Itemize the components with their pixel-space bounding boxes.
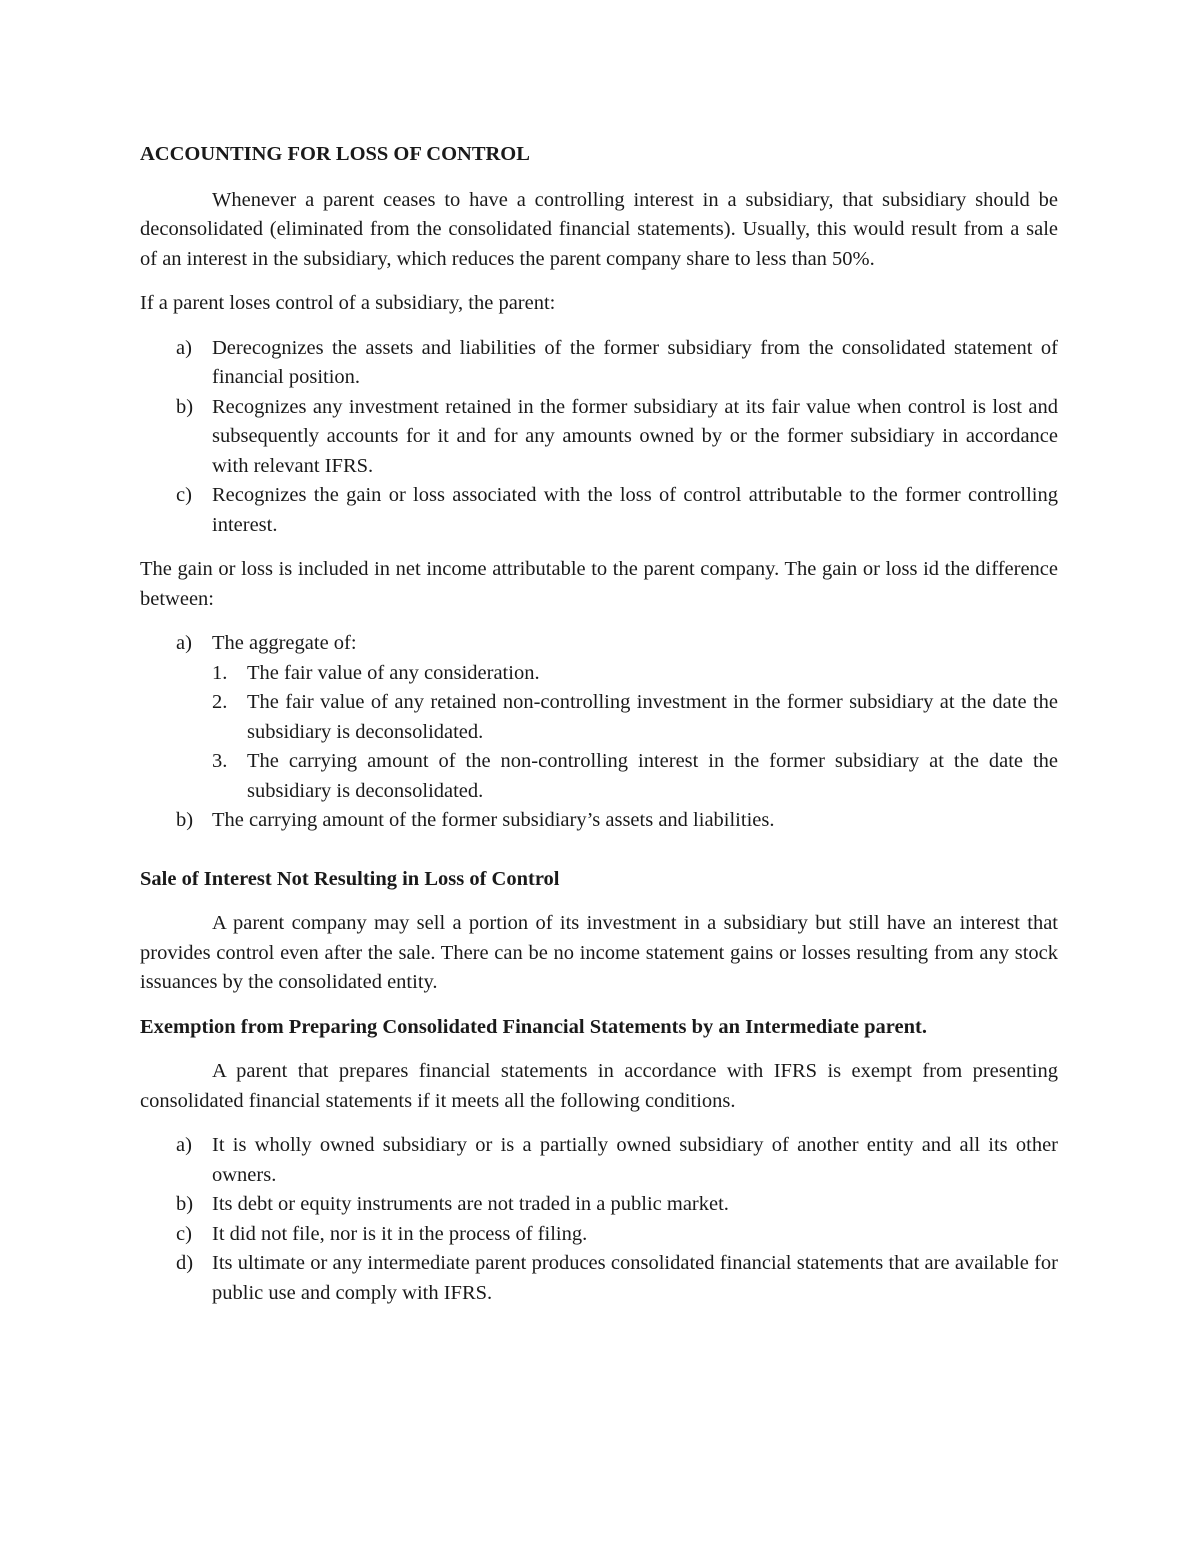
section-heading-exemption: Exemption from Preparing Consolidated Financial Statements by an Intermediate parent. [140, 1015, 927, 1038]
list-item [140, 1131, 1058, 1190]
list-item [140, 1249, 1058, 1308]
sublist-item [212, 659, 1058, 689]
sale-of-interest-paragraph: A parent company may sell a portion of its investment in a subsidiary but still have an interest that provides control even after the sale. There can be no income statement gains or losses resulting from any stock issuances by the consolidated entity. [140, 912, 1058, 993]
exemption-conditions-list [140, 1131, 1058, 1308]
list-marker: a) [176, 632, 192, 654]
document-page [140, 140, 1058, 1323]
list-marker: c) [176, 1222, 192, 1245]
list-marker: b) [176, 395, 194, 418]
sublist-item-text: The fair value of any consideration. [247, 661, 540, 684]
list-marker: c) [176, 484, 192, 506]
sublist-item-text: The fair value of any retained non-controlling investment in the former subsidiary at the date the subsidiary is deconsolidated. [247, 691, 1058, 743]
parent-actions-list [140, 334, 1058, 541]
sublist-item [212, 688, 1058, 747]
list-marker: b) [176, 1193, 194, 1215]
list-item [140, 806, 1058, 836]
list-item [140, 1190, 1058, 1220]
gain-loss-paragraph: The gain or loss is included in net income attributable to the parent company. The gain or loss id the difference between: [140, 558, 1058, 610]
list-item [140, 334, 1058, 393]
list-item-text: Recognizes the gain or loss associated with the loss of control attributable to the former controlling interest. [212, 484, 1058, 536]
list-item-text: Its debt or equity instruments are not traded in a public market. [212, 1193, 729, 1215]
list-item [140, 629, 1058, 806]
intro-paragraph: Whenever a parent ceases to have a controlling interest in a subsidiary, that subsidiary should be deconsolidated (eliminated from the consolidated financial statements). Usually, this would result from a sale of an interest in the subsidiary, which reduces the parent company share to less than 50%. [140, 188, 1058, 270]
list-marker: d) [176, 1252, 194, 1274]
exemption-paragraph: A parent that prepares financial statements in accordance with IFRS is exempt from presenting consolidated financial statements if it meets all the following conditions. [140, 1060, 1058, 1112]
sublist-item-text: The carrying amount of the non-controlling interest in the former subsidiary at the date the subsidiary is deconsolidated. [247, 750, 1058, 802]
list-marker: a) [176, 336, 192, 359]
list-item-text: It did not file, nor is it in the process of filing. [212, 1222, 588, 1245]
sublist-marker: 1. [212, 661, 228, 684]
sublist-item [212, 747, 1058, 806]
list-item-text: Derecognizes the assets and liabilities of the former subsidiary from the consolidated statement of financial position. [212, 336, 1058, 388]
section-heading-sale-of-interest: Sale of Interest Not Resulting in Loss of Control [140, 867, 560, 890]
list-item [140, 481, 1058, 540]
list-marker: b) [176, 809, 194, 831]
list-marker: a) [176, 1134, 192, 1156]
list-item-text: The carrying amount of the former subsidiary’s assets and liabilities. [212, 809, 775, 831]
list-item-text: Recognizes any investment retained in the former subsidiary at its fair value when control is lost and subsequently accounts for it and for any amounts owned by or the former subsidiary in accordance with relevant IFRS. [212, 395, 1058, 477]
difference-list [140, 629, 1058, 836]
sublist-marker: 2. [212, 691, 228, 713]
sublist-marker: 3. [212, 750, 228, 772]
aggregate-sublist [212, 659, 1058, 807]
list-item [140, 1220, 1058, 1250]
lead-paragraph: If a parent loses control of a subsidiary, the parent: [140, 292, 556, 314]
list-item-text: The aggregate of: [212, 632, 357, 654]
list-item-text: Its ultimate or any intermediate parent produces consolidated financial statements that are available for public use and comply with IFRS. [212, 1252, 1058, 1304]
list-item-text: It is wholly owned subsidiary or is a partially owned subsidiary of another entity and all its other owners. [212, 1134, 1058, 1186]
page-title: ACCOUNTING FOR LOSS OF CONTROL [140, 143, 530, 165]
list-item [140, 393, 1058, 482]
